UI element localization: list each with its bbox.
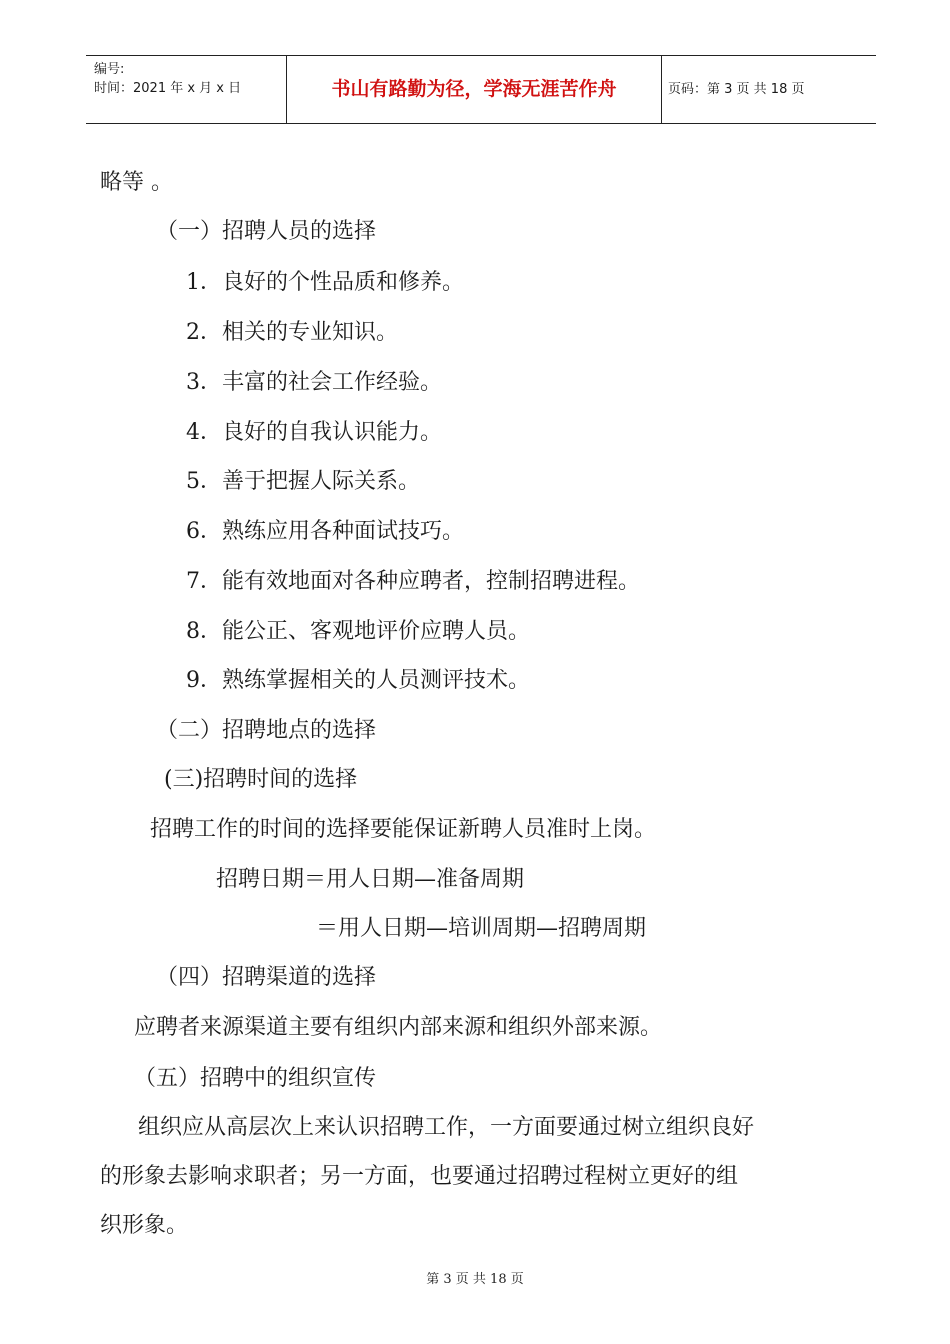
list-item: 5．善于把握人际关系。 bbox=[186, 469, 420, 494]
list-item: 1．良好的个性品质和修养。 bbox=[186, 270, 464, 295]
list-item: 2．相关的专业知识。 bbox=[186, 320, 398, 345]
list-item: 6．熟练应用各种面试技巧。 bbox=[186, 519, 464, 544]
list-item: 7．能有效地面对各种应聘者，控制招聘进程。 bbox=[186, 569, 640, 594]
list-item: 9．熟练掌握相关的人员测评技术。 bbox=[186, 668, 530, 693]
body-line: 招聘工作的时间的选择要能保证新聘人员准时上岗。 bbox=[150, 817, 657, 842]
page-footer: 第 3 页 共 18 页 bbox=[426, 1272, 524, 1287]
formula-line: ＝用人日期—培训周期—招聘周期 bbox=[316, 916, 647, 941]
section-heading: (三)招聘时间的选择 bbox=[164, 767, 358, 792]
body-line: 组织应从高层次上来认识招聘工作，一方面要通过树立组织良好 bbox=[138, 1115, 755, 1140]
formula-line: 招聘日期＝用人日期—准备周期 bbox=[216, 867, 525, 892]
body-line: 略等 。 bbox=[100, 170, 173, 195]
body-line: 织形象。 bbox=[100, 1213, 189, 1238]
section-heading: （一）招聘人员的选择 bbox=[156, 219, 377, 244]
header-motto: 书山有路勤为径，学海无涯苦作舟 bbox=[286, 56, 662, 123]
page-header bbox=[86, 55, 876, 124]
body-line: 的形象去影响求职者；另一方面，也要通过招聘过程树立更好的组 bbox=[100, 1164, 739, 1189]
document-time-label: 时间：2021 年 x 月 x 日 bbox=[94, 81, 242, 96]
section-heading: （五）招聘中的组织宣传 bbox=[134, 1066, 377, 1091]
section-heading: （四）招聘渠道的选择 bbox=[156, 965, 377, 990]
section-heading: （二）招聘地点的选择 bbox=[156, 718, 377, 743]
list-item: 4．良好的自我认识能力。 bbox=[186, 420, 442, 445]
header-meta bbox=[86, 56, 294, 127]
body-line: 应聘者来源渠道主要有组织内部来源和组织外部来源。 bbox=[134, 1015, 663, 1040]
header-page-label: 页码：第 3 页 共 18 页 bbox=[668, 82, 805, 97]
list-item: 3．丰富的社会工作经验。 bbox=[186, 370, 442, 395]
document-number-label: 编号: bbox=[94, 62, 125, 77]
list-item: 8．能公正、客观地评价应聘人员。 bbox=[186, 619, 530, 644]
